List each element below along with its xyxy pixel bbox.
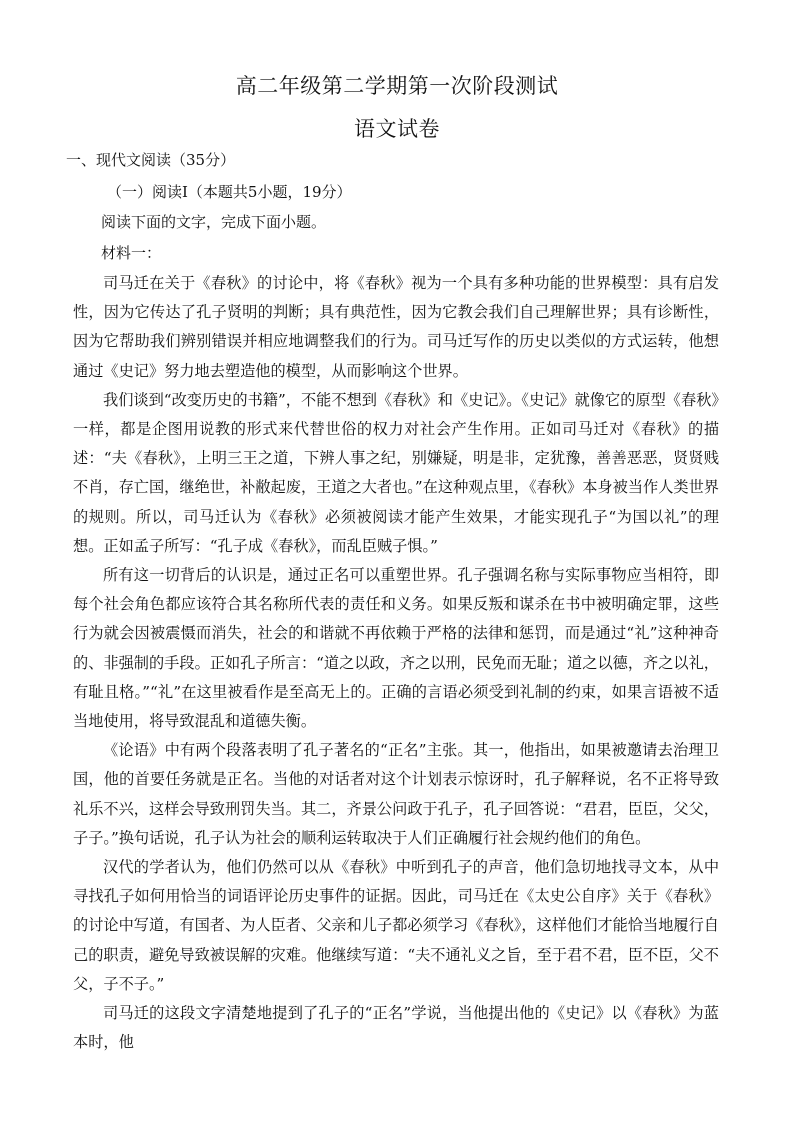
paragraph-3: 所有这一切背后的认识是，通过正名可以重塑世界。孔子强调名称与实际事物应当相符，即每个社会角色都应该符合其名称所代表的责任和义务。如果反叛和谋杀在书中被明确定罪，这些行为就会因被震慑而消失，社会的和谐就不再依赖于严格的法律和惩罚，而是通过“礼”这种神奇的、非强制的手段。正如孔子所言：“道之以政，齐之以刑，民免而无耻；道之以德，齐之以礼，有耻且格。”“礼”在这里被看作是至高无上的。正确的言语必须受到礼制的约束，如果言语被不适当地使用，将导致混乱和道德失衡。 xyxy=(73,566,719,731)
reading-instruction: 阅读下面的文字，完成下面小题。 xyxy=(101,213,327,231)
paragraph-5: 汉代的学者认为，他们仍然可以从《春秋》中听到孔子的声音，他们急切地找寻文本，从中寻找孔子如何用恰当的词语评论历史事件的证据。因此，司马迁在《太史公自序》关于《春秋》的讨论中写道，有国者、为人臣者、父亲和儿子都必须学习《春秋》，这样他们才能恰当地履行自己的职责，避免导致被误解的灾难。他继续写道：“夫不通礼义之旨，至于君不君，臣不臣，父不父，子不子。” xyxy=(73,858,719,993)
paragraph-6: 司马迁的这段文字清楚地提到了孔子的“正名”学说，当他提出他的《史记》以《春秋》为蓝本时，他 xyxy=(73,1004,719,1052)
material-label: 材料一： xyxy=(101,244,162,262)
reading-passage xyxy=(73,269,719,1057)
subsection-heading: （一）阅读Ⅰ（本题共5小题，19分） xyxy=(107,183,352,201)
section-heading: 一、现代文阅读（35分） xyxy=(66,151,236,169)
exam-title: 高二年级第二学期第一次阶段测试 xyxy=(235,74,559,98)
exam-subtitle: 语文试卷 xyxy=(354,117,440,141)
paragraph-1: 司马迁在关于《春秋》的讨论中，将《春秋》视为一个具有多种功能的世界模型：具有启发性，因为它传达了孔子贤明的判断；具有典范性，因为它教会我们自己理解世界；具有诊断性，因为它帮助我们辨别错误并相应地调整我们的行为。司马迁写作的历史以类似的方式运转，他想通过《史记》努力地去塑造他的模型，从而影响这个世界。 xyxy=(73,274,719,380)
paragraph-2: 我们谈到“改变历史的书籍”，不能不想到《春秋》和《史记》。《史记》就像它的原型《春秋》一样，都是企图用说教的形式来代替世俗的权力对社会产生作用。正如司马迁对《春秋》的描述：“夫《春秋》，上明三王之道，下辨人事之纪，别嫌疑，明是非，定犹豫，善善恶恶，贤贤贱不肖，存亡国，继绝世，补敝起废，王道之大者也。”在这种观点里，《春秋》本身被当作人类世界的规则。所以，司马迁认为《春秋》必须被阅读才能产生效果，才能实现孔子“为国以礼”的理想。正如孟子所写：“孔子成《春秋》，而乱臣贼子惧。” xyxy=(73,390,719,555)
paragraph-4: 《论语》中有两个段落表明了孔子著名的“正名”主张。其一，他指出，如果被邀请去治理卫国，他的首要任务就是正名。当他的对话者对这个计划表示惊讶时，孔子解释说，名不正将导致礼乐不兴，这样会导致刑罚失当。其二，齐景公问政于孔子，孔子回答说：“君君，臣臣，父父，子子。”换句话说，孔子认为社会的顺利运转取决于人们正确履行社会规约他们的角色。 xyxy=(73,741,719,847)
